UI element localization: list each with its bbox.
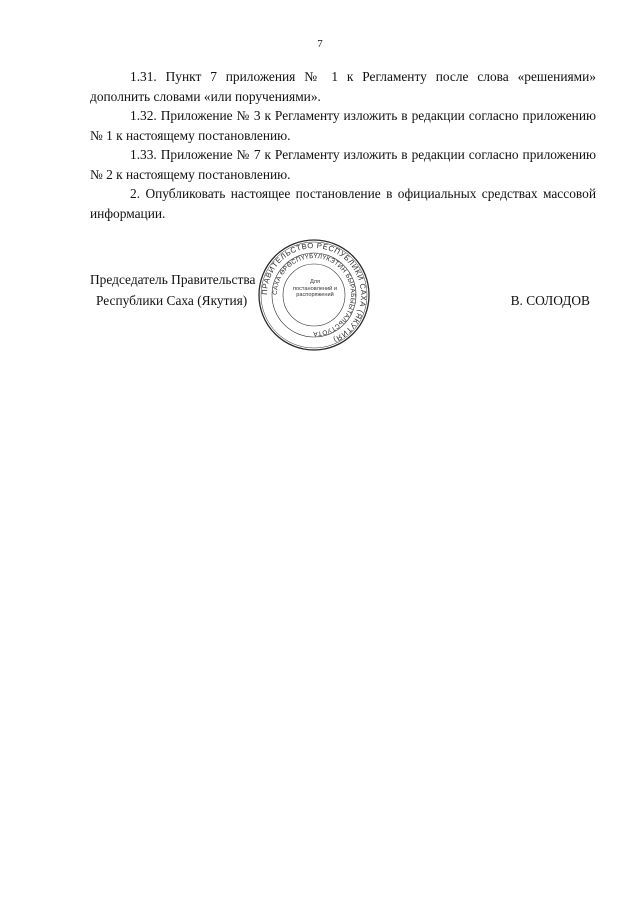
paragraph-1-31: 1.31. Пункт 7 приложения № 1 к Регламенту после слова «решениями» дополнить словами «или поручениями». [90,69,596,104]
paragraph-1-32: 1.32. Приложение № 3 к Регламенту изложить в редакции согласно приложению № 1 к настоящему постановлению. [90,108,596,143]
signatory-name: В. СОЛОДОВ [510,293,590,308]
signatory-title-line2: Республики Саха (Якутия) [96,293,248,308]
document-body [90,67,596,223]
official-seal-stamp [257,238,371,352]
seal-center-text: Для постановлений и распоряжений [293,279,337,299]
signatory-title-line1: Председатель Правительства [90,272,256,287]
paragraph-2: 2. Опубликовать настоящее постановление в официальных средствах массовой информации. [90,186,596,221]
paragraph-1-33: 1.33. Приложение № 7 к Регламенту изложить в редакции согласно приложению № 2 к настоящему постановлению. [90,147,596,182]
seal-inner-text: САХА ӨРӨСПҮҮБҮЛҮКЭТИН БЫРАБЫЫТАЛЬСТУОТА [271,252,357,338]
seal-outer-text: ПРАВИТЕЛЬСТВО РЕСПУБЛИКИ САХА (ЯКУТИЯ) [259,240,369,345]
page-number: 7 [317,38,323,50]
